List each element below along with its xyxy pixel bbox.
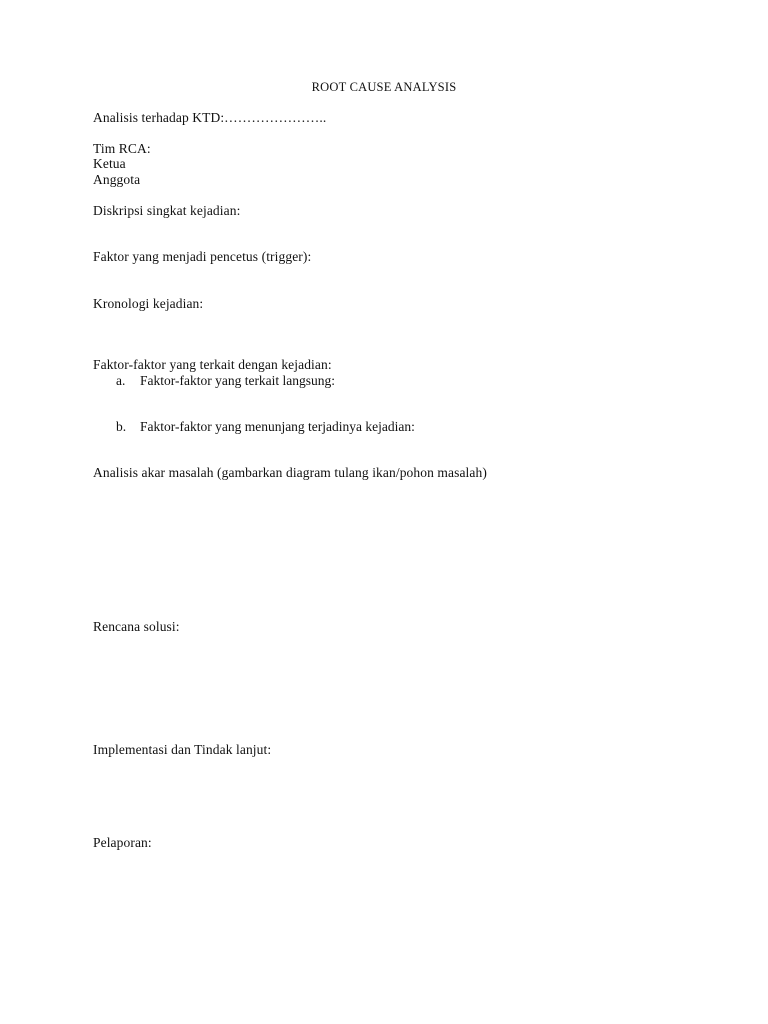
analysis-ktd-line: Analisis terhadap KTD:………………….. <box>93 110 327 125</box>
anggota-label: Anggota <box>93 172 141 187</box>
document-title: ROOT CAUSE ANALYSIS <box>311 80 457 94</box>
implementasi-label: Implementasi dan Tindak lanjut: <box>93 742 272 757</box>
list-item-text: Faktor-faktor yang menunjang terjadinya kejadian: <box>140 419 415 434</box>
rencana-solusi-label: Rencana solusi: <box>93 619 180 634</box>
list-marker: a. <box>116 373 126 388</box>
list-marker: b. <box>116 419 127 434</box>
analisis-akar-label: Analisis akar masalah (gambarkan diagram tulang ikan/pohon masalah) <box>93 465 487 480</box>
faktor-pencetus-label: Faktor yang menjadi pencetus (trigger): <box>93 249 312 264</box>
tim-rca-label: Tim RCA: <box>93 141 151 156</box>
ketua-label: Ketua <box>93 156 126 171</box>
list-item-text: Faktor-faktor yang terkait langsung: <box>140 373 336 388</box>
kronologi-label: Kronologi kejadian: <box>93 296 204 311</box>
pelaporan-label: Pelaporan: <box>93 835 152 850</box>
deskripsi-label: Diskripsi singkat kejadian: <box>93 203 241 218</box>
faktor-terkait-label: Faktor-faktor yang terkait dengan kejadian: <box>93 357 332 372</box>
